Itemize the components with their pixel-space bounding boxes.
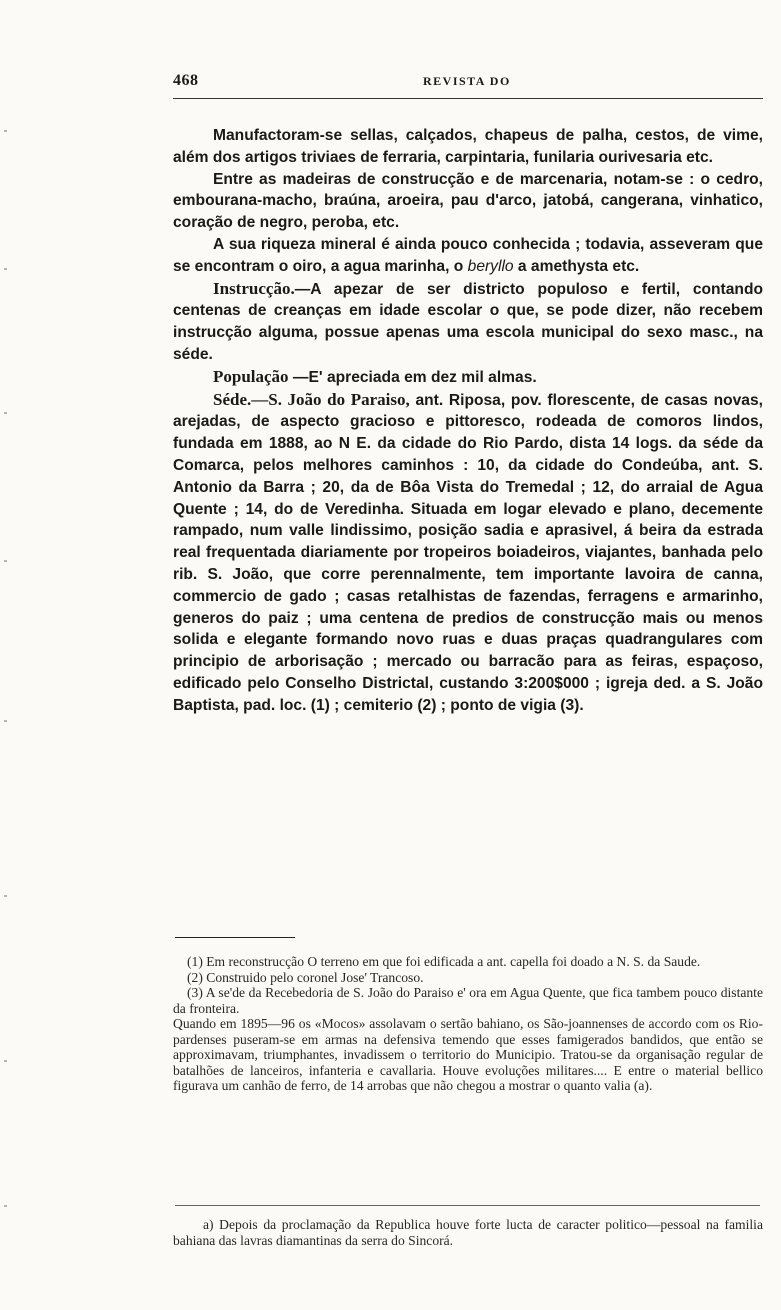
- footnotes: [173, 954, 763, 1094]
- population-text: —E' apreciada em dez mil almas.: [292, 368, 537, 386]
- paragraph-population: [173, 366, 763, 389]
- paragraph-woods: Entre as madeiras de construcção e de marcenaria, notam-se : o cedro, embourana-macho, braúna, aroeira, pau d'arco, jatobá, cangerana, vinhatico, coração de negro, peroba, etc.: [173, 170, 763, 232]
- minerals-italic: beryllo: [467, 257, 514, 275]
- paragraph-sede: [173, 389, 763, 717]
- page-header: [173, 72, 763, 94]
- subnote: [173, 1217, 763, 1248]
- subnote-rule: [175, 1205, 760, 1206]
- minerals-text-a: A sua riqueza mineral é ainda pouco conhecida ; todavia, asseveram que se encontram o oiro, a agua marinha, o: [173, 235, 763, 275]
- paragraph-manufactures: Manufactoram-se sellas, calçados, chapeus de palha, cestos, de vime, além dos artigos triviaes de ferraria, carpintaria, funilaria ourivesaria etc.: [173, 127, 763, 166]
- subnote-a: a) Depois da proclamação da Republica houve forte lucta de caracter politico—pessoal na familia bahiana das lavras diamantinas da serra do Sincorá.: [173, 1217, 763, 1248]
- instruction-heading: Instrucção.: [213, 278, 295, 298]
- paragraph-minerals: [173, 234, 763, 278]
- minerals-text-b: a amethysta etc.: [517, 257, 640, 275]
- instruction-text: —A apezar de ser districto populoso e fertil, contando centenas de creanças em idade escolar o que, se pode dizer, não recebem instrucção alguma, possue apenas uma escola municipal do sexo masc., na séde.: [173, 280, 763, 363]
- page-number: 468: [173, 72, 199, 89]
- footnote-1: (1) Em reconstrucção O terreno em que foi edificada a ant. capella foi doado a N. S. da Saude.: [187, 954, 701, 969]
- footnote-rule: [175, 937, 295, 938]
- margin-specks: [0, 0, 20, 1310]
- running-head: REVISTA DO: [423, 74, 511, 88]
- paragraph-instruction: [173, 278, 763, 366]
- population-heading: População: [213, 366, 289, 386]
- sede-text: ant. Riposa, pov. florescente, de casas novas, arejadas, de aspecto gracioso e pittoresco, rodeada de comoros lindos, fundada em 1888, ao N E. da cidade do Rio Pardo, dista 14 logs. da séde da Comarca, pelos melhores caminhos : 10, da cidade do Condeúba, ant. S. Antonio da Barra ; 20, da de Bôa Vista do Tremedal ; 12, do arraial de Agua Quente ; 14, do de Veredinha. Situada em logar elevado e plano, decemente rampado, num valle lindissimo, posição sadia e aprasivel, á beira da estrada real frequentada diariamente por tropeiros boiadeiros, viajantes, banhada pelo rib. S. João, que corre perennalmente, tem importante lavoira de canna, commercio de gado ; casas retalhistas de fazendas, ferragens e armarinho, generos do paiz ; uma centena de predios de construcção mais ou menos solida e elegante formando novo ruas e duas praças quadrangulares com principio de arborisação ; mercado ou barracão para as feiras, espaçoso, edificado pelo Conselho Districtal, custando 3:200$000 ; igreja ded. a S. João Baptista, pad. loc. (1) ; cemiterio (2) ; ponto de vigia (3).: [173, 391, 763, 714]
- footnote-3-continued: Quando em 1895—96 os «Mocos» assolavam o sertão bahiano, os São-joannenses de accordo com os Rio-pardenses puseram-se em armas na defensiva temendo que esses famigerados bandidos, que então se approximavam, triumphantes, invadissem o territorio do Municipio. Tratou-se da organisação regular de batalhões de lanceiros, infanteria e cavallaria. Houve evoluções militares.... E entre o material bellico figurava um canhão de ferro, de 14 arrobas que não chegou a mostrar o quanto valia (a).: [173, 1016, 763, 1093]
- footnote-2: (2) Construido pelo coronel Jose' Trancoso.: [187, 969, 424, 985]
- header-rule: [173, 98, 763, 99]
- main-text: [173, 125, 763, 717]
- footnote-3: (3) A se'de da Recebedoria de S. João do Paraiso e' ora em Agua Quente, que fica tambem pouco distante da fronteira.: [173, 985, 763, 1016]
- sede-heading: Séde.—S. João do Paraiso,: [213, 389, 410, 409]
